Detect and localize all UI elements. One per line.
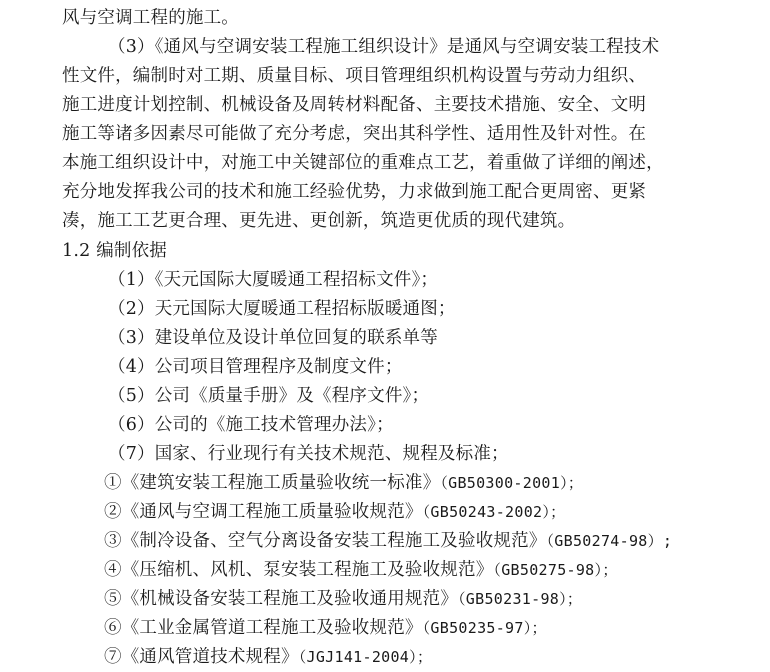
basis-item: （3）建设单位及设计单位回复的联系单等 (108, 328, 438, 348)
standard-item (104, 469, 583, 497)
basis-item: （2）天元国际大厦暖通工程招标版暖通图； (108, 299, 456, 319)
standard-code: （JGJ141-2004）； (298, 648, 433, 666)
standard-title: ⑤《机械设备安装工程施工及验收通用规范》 (104, 589, 458, 609)
standard-title: ⑦《通风管道技术规程》 (104, 647, 299, 667)
standard-title: ②《通风与空调工程施工质量验收规范》 (104, 502, 423, 522)
standard-code: （GB50274-98）; (546, 532, 673, 550)
standard-code: （GB50243-2002）； (422, 503, 566, 521)
paragraph-line: 施工等诸多因素尽可能做了充分考虑，突出其科学性、适用性及针对性。在 (62, 124, 647, 144)
standard-code: （GB50300-2001）； (440, 474, 584, 492)
paragraph-line: （3）《通风与空调安装工程施工组织设计》是通风与空调安装工程技术 (108, 37, 660, 57)
standard-code: （GB50231-98）； (458, 590, 583, 608)
standard-title: ④《压缩机、风机、泵安装工程施工及验收规范》 (104, 560, 494, 580)
standard-item (104, 643, 432, 671)
basis-item: （1）《天元国际大厦暖通工程招标文件》； (108, 270, 439, 290)
standard-title: ⑥《工业金属管道工程施工及验收规范》 (104, 618, 423, 638)
standard-item (104, 527, 672, 555)
standard-item (104, 614, 547, 642)
basis-item: （5）公司《质量手册》及《程序文件》； (108, 386, 430, 406)
paragraph-line: 凑，施工工艺更合理、更先进、更创新，筑造更优质的现代建筑。 (62, 211, 576, 231)
paragraph-line: 本施工组织设计中，对施工中关键部位的重难点工艺，着重做了详细的阐述， (62, 153, 664, 173)
standard-code: （GB50235-97）； (422, 619, 547, 637)
basis-item: （4）公司项目管理程序及制度文件； (108, 357, 403, 377)
standard-code: （GB50275-98）； (493, 561, 618, 579)
paragraph-line: 性文件，编制时对工期、质量目标、项目管理组织机构设置与劳动力组织、 (62, 66, 647, 86)
basis-item: （7）国家、行业现行有关技术规范、规程及标准； (108, 444, 509, 464)
standard-item (104, 585, 582, 613)
basis-item: （6）公司的《施工技术管理办法》； (108, 415, 394, 435)
standard-item (104, 498, 565, 526)
paragraph-line: 充分地发挥我公司的技术和施工经验优势，力求做到施工配合更周密、更紧 (62, 182, 647, 202)
standard-item (104, 556, 618, 584)
standard-title: ①《建筑安装工程施工质量验收统一标准》 (104, 473, 441, 493)
paragraph-line: 施工进度计划控制、机械设备及周转材料配备、主要技术措施、安全、文明 (62, 95, 647, 115)
paragraph-line: 风与空调工程的施工。 (62, 8, 239, 28)
section-heading: 1.2 编制依据 (62, 241, 167, 261)
standard-title: ③《制冷设备、空气分离设备安装工程施工及验收规范》 (104, 531, 547, 551)
